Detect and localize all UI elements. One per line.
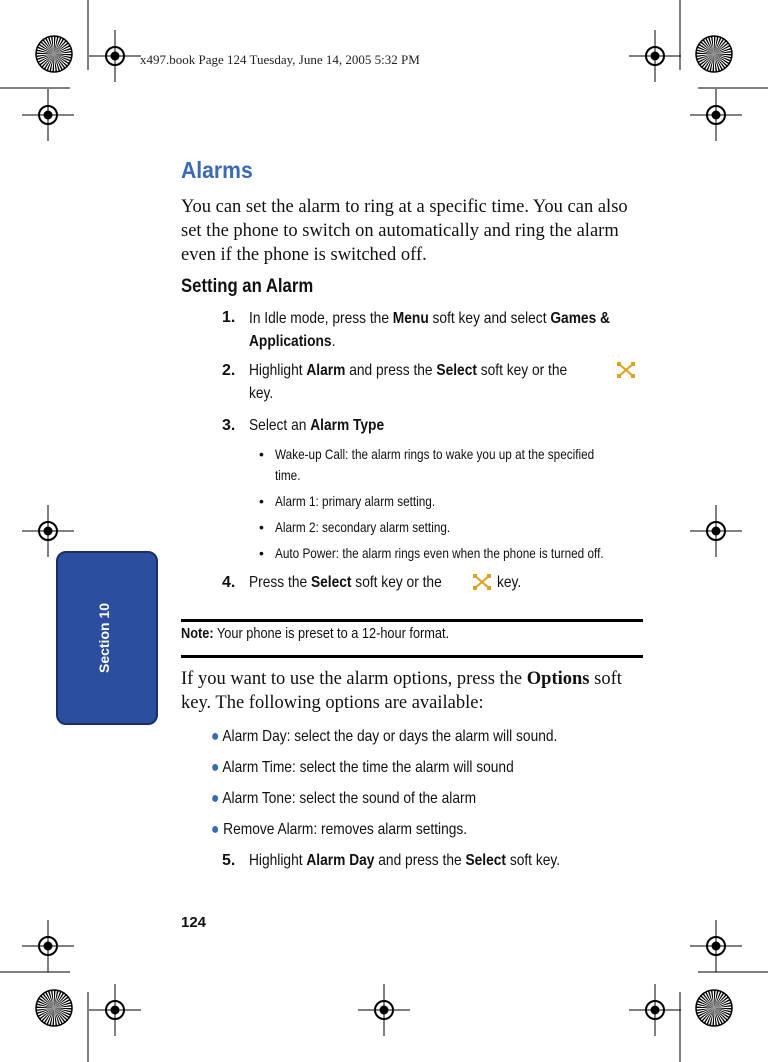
step-text: Highlight [249,362,307,379]
paragraph-text: If you want to use the alarm options, press the [181,669,527,689]
step-text: soft key and select [428,310,551,327]
step-1-text [249,307,649,353]
step-number: 4. [222,574,236,591]
starburst-icon [696,36,732,72]
step-2-text-cont [249,382,277,405]
options-paragraph [181,667,643,715]
registration-mark-icon [89,984,141,1036]
step-text: Select an [249,417,311,434]
step-text: . [331,333,336,350]
select-key-name: Select [465,852,507,869]
starburst-icon [36,990,72,1026]
step-text: Press the [249,574,311,591]
alarm-type-name: Alarm Type [310,417,385,434]
note-rule-bottom [181,655,643,658]
step-text: and press the [345,362,437,379]
registration-mark-icon [22,505,74,557]
print-header: x497.book Page 124 Tuesday, June 14, 2005 5:32 PM [140,52,420,67]
options-key-name: Options [526,669,590,689]
select-key-name: Select [436,362,477,379]
alarm-menu-name: Alarm [306,362,346,379]
section-tab-label: Section 10 [96,602,112,674]
registration-mark-icon [89,30,141,82]
step-4-text [249,571,473,594]
option-item: ● Remove Alarm: removes alarm settings. [211,821,468,838]
alarm-type-item: Alarm 2: secondary alarm setting. [275,519,451,535]
step-text: soft key or the [476,362,568,379]
option-item: ● Alarm Day: select the day or days the alarm will sound. [211,728,558,745]
option-item: ● Alarm Tone: select the sound of the alarm [211,790,477,807]
step-text: and press the [374,852,466,869]
nav-key-icon [617,362,635,378]
intro-paragraph: You can set the alarm to ring at a specific time. You can also set the phone to switch on automatically and ring the alarm even if the phone is switched off. [181,197,628,265]
bullet: • [259,446,264,462]
step-5-text [249,849,611,872]
nav-key-icon [473,574,491,590]
registration-mark-icon [22,89,74,141]
alarm-type-item: Auto Power: the alarm rings even when the phone is turned off. [275,545,604,561]
step-text: soft key or the [351,574,442,591]
step-text: Highlight [249,852,307,869]
note-label: Note: [181,626,214,642]
menu-key-name: Menu [392,310,429,327]
step-number: 1. [222,309,236,326]
step-4-text-cont: key. [497,574,522,591]
option-item: ● Alarm Time: select the time the alarm will sound [211,759,514,776]
bullet: • [259,493,264,509]
step-number: 2. [222,362,236,379]
registration-mark-icon [22,920,74,972]
select-key-name: Select [310,574,352,591]
starburst-icon [36,36,72,72]
note-rule-top [181,619,643,622]
registration-mark-icon [690,505,742,557]
registration-mark-icon [690,89,742,141]
registration-mark-icon [629,984,681,1036]
step-number: 5. [222,852,236,869]
bullet: • [259,545,264,561]
step-number: 3. [222,417,236,434]
registration-mark-icon [690,920,742,972]
page-title: Alarms [181,157,253,183]
bullet: • [259,519,264,535]
note-text: Your phone is preset to a 12-hour format. [213,626,450,642]
step-text: In Idle mode, press the [249,310,393,327]
alarm-day-name: Alarm Day [306,852,375,869]
starburst-icon [696,990,732,1026]
page-number: 124 [181,914,207,931]
paragraph-text: soft key. The following options are available: [181,669,622,713]
step-text: soft key. [506,852,561,869]
step-2-text [249,359,619,382]
step-3-text [249,414,406,437]
alarm-type-item: Wake-up Call: the alarm rings to wake you up at the specified time. [275,446,595,483]
registration-mark-icon [629,30,681,82]
section-heading: Setting an Alarm [181,276,314,297]
alarm-type-item: Alarm 1: primary alarm setting. [275,493,436,509]
games-apps-name: Games & Applications [249,310,610,350]
step-text: key. [249,385,274,402]
note [181,626,449,642]
registration-mark-icon [358,984,410,1036]
